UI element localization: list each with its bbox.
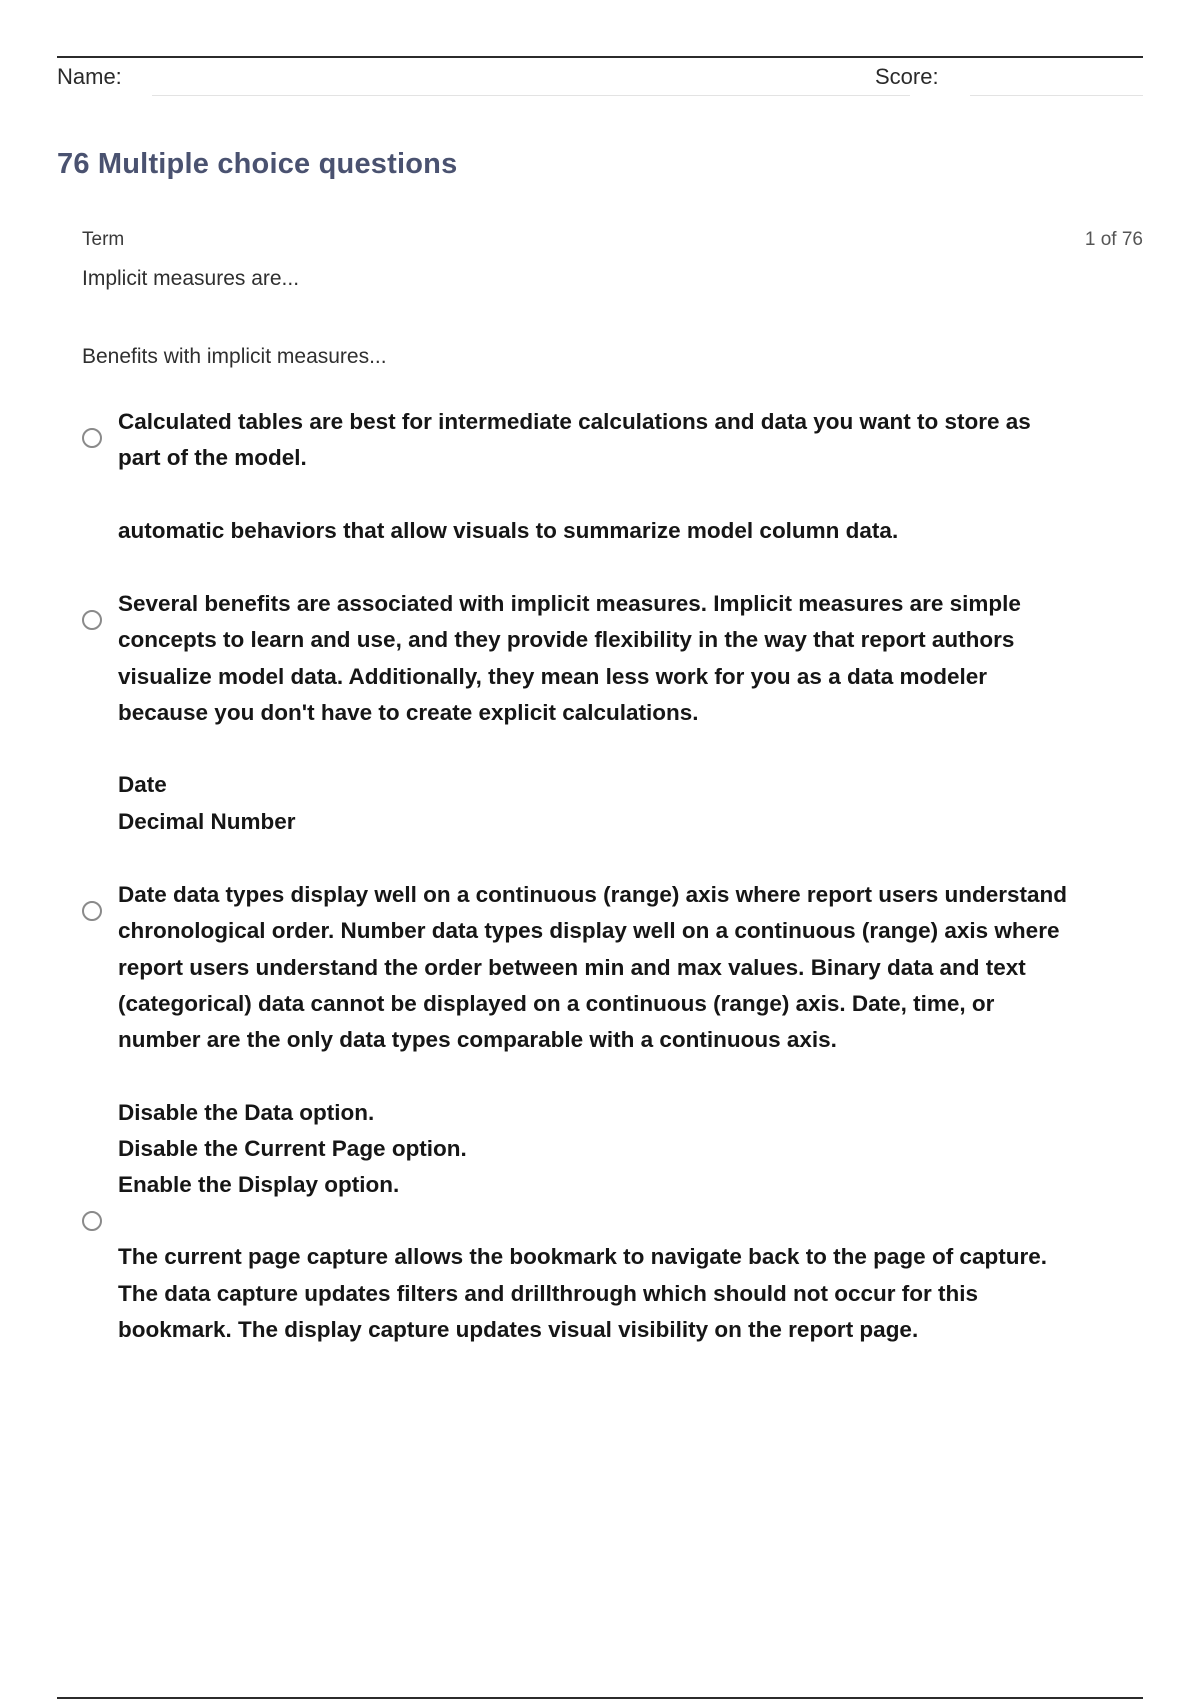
question-prompt [82, 267, 387, 384]
option-line: Disable the Current Page option. [118, 1136, 467, 1162]
option-line: Disable the Data option. [118, 1099, 375, 1125]
option-line: The current page capture allows the bookmark to navigate back to the page of capture. [118, 1244, 1047, 1270]
radio-button-option-2[interactable] [82, 610, 102, 630]
radio-button-option-4[interactable] [82, 1211, 102, 1231]
option-text [118, 877, 1118, 1204]
option-line: Date [118, 772, 167, 798]
score-label: Score: [875, 64, 939, 89]
option-line [118, 1203, 1118, 1239]
term-label: Term [82, 229, 125, 250]
option-line: because you don't have to create explicit calculations. [118, 699, 699, 725]
option-line: bookmark. The display capture updates visual visibility on the report page. [118, 1316, 919, 1342]
question-counter: 1 of 76 [1084, 229, 1143, 250]
score-field[interactable] [970, 95, 1143, 96]
option-line: concepts to learn and use, and they provide flexibility in the way that report authors [118, 627, 1015, 653]
option-text [118, 586, 1118, 840]
prompt-line: Implicit measures are... [82, 267, 300, 290]
option-text [118, 1203, 1118, 1348]
option-text [118, 404, 1118, 549]
prompt-line [82, 306, 387, 345]
radio-button-option-3[interactable] [82, 901, 102, 921]
option-line: Enable the Display option. [118, 1172, 400, 1198]
option-line: number are the only data types comparable with a continuous axis. [118, 1027, 837, 1053]
option-line: report users understand the order between min and max values. Binary data and text [118, 954, 1026, 980]
bottom-divider [57, 1697, 1143, 1699]
name-field[interactable] [152, 95, 910, 96]
option-line: chronological order. Number data types display well on a continuous (range) axis where [118, 918, 1060, 944]
name-score-row [57, 62, 1143, 98]
option-line [118, 1058, 1118, 1094]
option-line: (categorical) data cannot be displayed on a continuous (range) axis. Date, time, or [118, 990, 995, 1016]
option-line: automatic behaviors that allow visuals to summarize model column data. [118, 517, 899, 543]
option-line [118, 731, 1118, 767]
option-line: Date data types display well on a continuous (range) axis where report users understand [118, 882, 1067, 907]
radio-button-option-1[interactable] [82, 428, 102, 448]
option-line: Several benefits are associated with implicit measures. Implicit measures are simple [118, 591, 1021, 616]
option-line: Decimal Number [118, 808, 296, 834]
option-line [118, 477, 1118, 513]
option-line: visualize model data. Additionally, they mean less work for you as a data modeler [118, 663, 988, 689]
option-line: part of the model. [118, 445, 307, 471]
option-line: Calculated tables are best for intermediate calculations and data you want to store as [118, 409, 1031, 434]
option-line: The data capture updates filters and drillthrough which should not occur for this [118, 1280, 979, 1306]
section-title: 76 Multiple choice questions [57, 148, 458, 180]
name-label: Name: [57, 64, 122, 89]
prompt-line: Benefits with implicit measures... [82, 345, 387, 368]
top-divider [57, 56, 1143, 58]
